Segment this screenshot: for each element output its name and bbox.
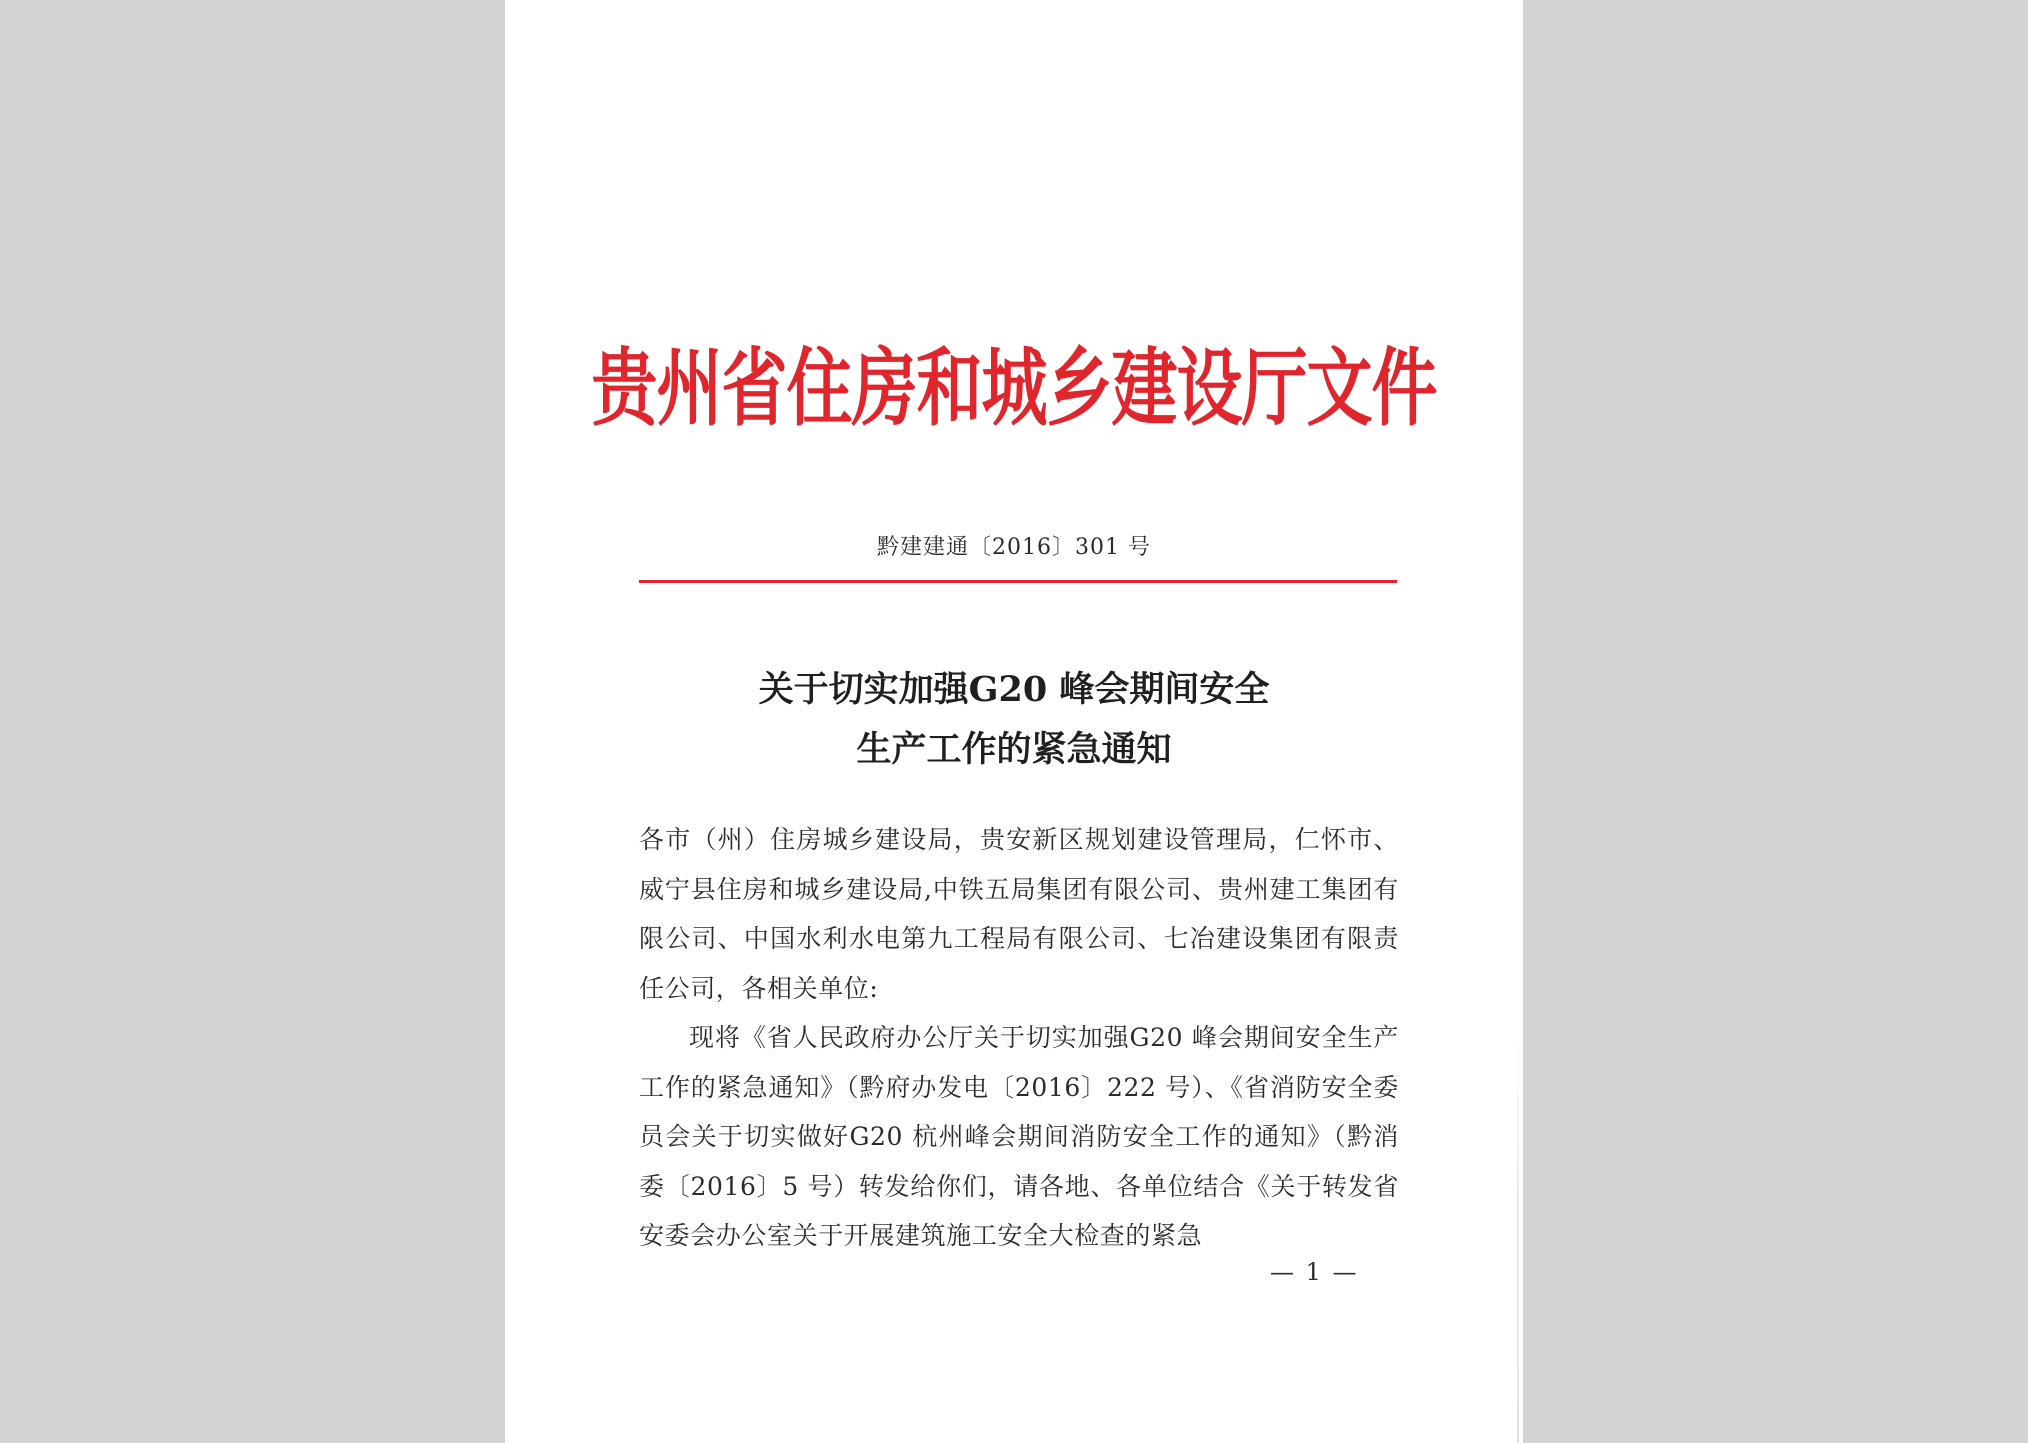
scan-edge-shadow bbox=[1517, 1030, 1519, 1443]
red-divider-line bbox=[639, 580, 1397, 583]
document-page bbox=[505, 0, 1523, 1443]
document-number: 黔建建通〔2016〕301 号 bbox=[877, 535, 1151, 560]
addressees-paragraph: 各市（州）住房城乡建设局，贵安新区规划建设管理局，仁怀市、威宁县住房和城乡建设局,中铁五局集团有限公司、贵州建工集团有限公司、中国水利水电第九工程局有限公司、七冶建设集团有限责任公司，各相关单位: bbox=[639, 825, 1399, 1003]
page-number: — 1 — bbox=[1270, 1258, 1359, 1286]
issuer-title: 贵州省住房和城乡建设厅文件 bbox=[591, 337, 1437, 438]
body-paragraph: 现将《省人民政府办公厅关于切实加强G20 峰会期间安全生产工作的紧急通知》（黔府办发电〔2016〕222 号）、《省消防安全委员会关于切实做好G20 杭州峰会期间消防安全工作的通知》（黔消委〔2016〕5 号）转发给你们，请各地、各单位结合《关于转发省安委会办公室关于开展建筑施工安全大检查的紧急 bbox=[639, 1023, 1399, 1250]
notice-title bbox=[505, 660, 1523, 780]
notice-title-line-2: 生产工作的紧急通知 bbox=[856, 729, 1172, 770]
notice-title-line-1: 关于切实加强G20 峰会期间安全 bbox=[758, 669, 1270, 710]
body-text bbox=[639, 815, 1399, 1261]
